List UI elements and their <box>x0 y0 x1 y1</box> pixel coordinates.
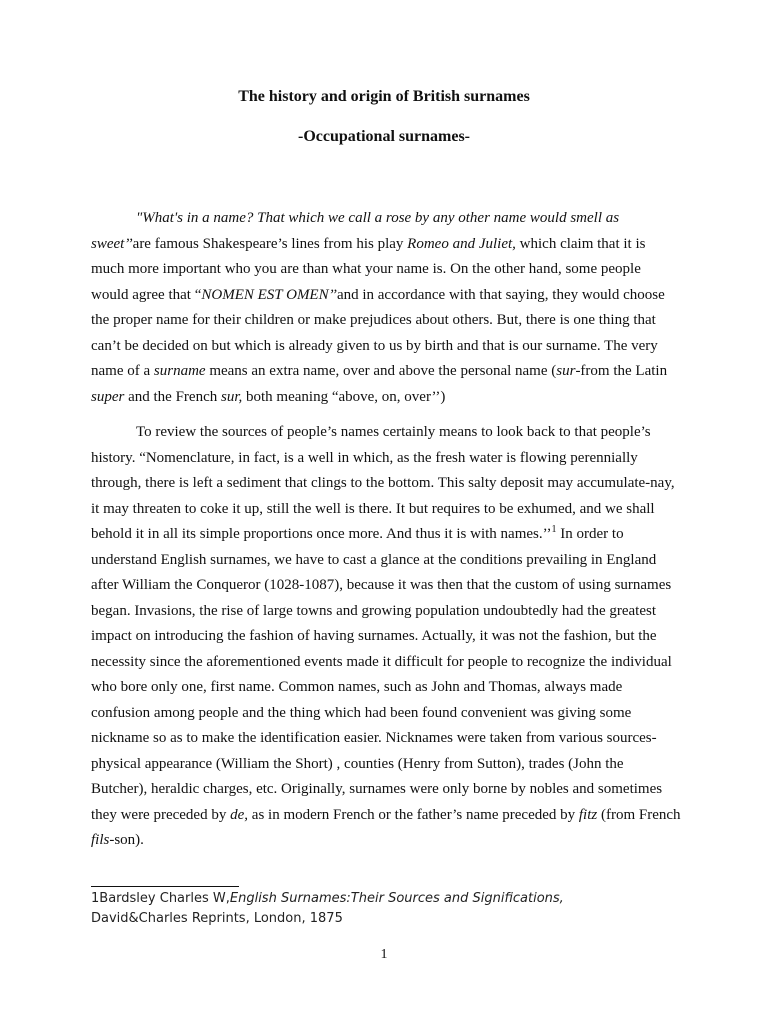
paragraph-1 <box>91 206 681 410</box>
de-term: de, <box>230 806 249 823</box>
shakespeare-quote: "What's in a name? That which we call a rose by any other name would smell as sweet’’ <box>91 210 620 252</box>
paragraph-1-text-1: are famous Shakespeare’s lines from his play <box>132 235 408 252</box>
surname-term: surname <box>153 363 206 379</box>
paragraph-1-text-7: both meaning “above, on, over’’) <box>242 388 446 405</box>
paragraph-1-text-2: which claim that it is much more important who you are than what your name is. On the other hand, some people would agree that “ <box>91 235 646 303</box>
footnote <box>91 889 651 929</box>
footnote-author: Bardsley Charles W, <box>99 891 230 906</box>
paragraph-2-text-2: In order to understand English surnames, we have to cast a glance at the conditions prevailing in England after William the Conqueror (1028-1087), because it was then that the custom of using surnames began. Invasions, the rise of large towns and growing population undoubtedly had the greatest impact on introducing the fashion of having surnames. Actually, it was not the fashion, but the necessity since the aforementioned events made it difficult for people to recognize the individual who bore only one, first name. Common names, such as John and Thomas, always made confusion among people and the thing which had been found convenient was giving some nickname so as to make the identification easier. Nicknames were taken from various sources- physical appearance (William the Short) , counties (Henry from Sutton), trades (John the Butcher), heraldic charges, etc. Originally, surnames were only borne by nobles and sometimes they were preceded by <box>91 526 672 823</box>
fils-term: fils <box>91 832 110 848</box>
paragraph-2-text-4: (from French <box>597 806 681 823</box>
footnote-separator <box>91 886 239 887</box>
nomen-est-omen: NOMEN EST OMEN’’ <box>201 286 337 303</box>
document-subtitle: -Occupational surnames- <box>298 128 470 145</box>
super-term: super <box>91 388 125 405</box>
paragraph-2-text-3: as in modern French or the father’s name preceded by <box>248 806 579 823</box>
paragraph-1-text-6: and the French <box>124 388 221 405</box>
paragraph-1-text-5: -from the Latin <box>575 363 668 379</box>
paragraph-2 <box>91 420 681 854</box>
document-title: The history and origin of British surnames <box>238 88 530 105</box>
paragraph-2-text-1: To review the sources of people’s names certainly means to look back to that people’s history. “Nomenclature, in fact, is a well in which, as the fresh water is flowing perennially through, there is left a sediment that clings to the bottom. This salty deposit may accumulate-nay, it may threaten to coke it up, still the well is there. It but requires to be exhumed, and we shall behold it in all its simple proportions once more. And thus it is with names.’’ <box>91 424 675 542</box>
sur-french-term: sur, <box>220 388 243 405</box>
paragraph-2-text-5: -son). <box>109 832 144 848</box>
page-number: 1 <box>380 947 388 962</box>
sur-term: sur <box>556 363 576 379</box>
paragraph-1-text-4: means an extra name, over and above the personal name ( <box>205 363 557 379</box>
footnote-publisher: David&Charles Reprints, London, 1875 <box>91 911 343 926</box>
fitz-term: fitz <box>578 806 598 823</box>
play-title: Romeo and Juliet, <box>407 235 516 252</box>
body-text <box>91 206 681 854</box>
footnote-reference[interactable]: 1 <box>551 524 557 535</box>
footnote-number: 1 <box>91 891 100 906</box>
paragraph-1-text-3: and in accordance with that saying, they would choose the proper name for their children or make prejudices about others. But, there is one thing that can’t be decided on but which is already given to us by birth and that is our surname. The very name of a <box>91 286 665 379</box>
footnote-book-title: English Surnames:Their Sources and Significations, <box>229 891 564 906</box>
